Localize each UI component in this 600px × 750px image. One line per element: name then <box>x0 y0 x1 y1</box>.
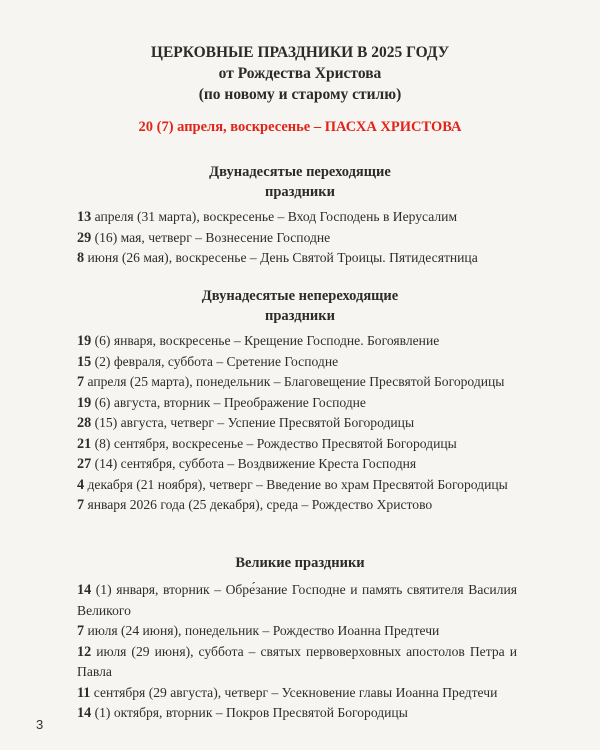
list-item <box>77 248 517 269</box>
section-list-great-feasts <box>77 580 517 724</box>
entry-text: апреля (25 марта), понедельник – Благовещение Пресвятой Богородицы <box>84 374 505 389</box>
entry-day: 11 <box>77 684 91 701</box>
list-item <box>77 413 517 434</box>
page-number: 3 <box>36 717 44 732</box>
section-heading-line-1: Двунадесятые непереходящие <box>201 288 399 304</box>
entry-day: 15 <box>77 353 92 370</box>
section-heading-fixed-feasts <box>0 286 600 326</box>
entry-day: 4 <box>77 476 85 493</box>
list-item <box>77 454 517 475</box>
entry-text: июля (29 июня), суббота – святых первоверховных апостолов Петра и Павла <box>77 643 517 679</box>
entry-text: (6) января, воскресенье – Крещение Господне. Богоявление <box>91 333 440 348</box>
section-heading-great-feasts <box>0 553 600 573</box>
section-heading-line-2: праздники <box>265 308 335 324</box>
entry-text: (1) января, вторник – Обре́зание Господне и память святителя Василия Великого <box>77 582 517 618</box>
list-item <box>77 642 517 683</box>
title-line-2: от Рождества Христова <box>218 65 382 82</box>
list-item <box>77 331 517 352</box>
list-item <box>77 580 517 621</box>
entry-text: (6) августа, вторник – Преображение Господне <box>91 394 366 410</box>
entry-day: 21 <box>77 435 92 452</box>
section-heading-line-1: Двунадесятые переходящие <box>209 164 391 180</box>
entry-text: (2) февраля, суббота – Сретение Господне <box>91 353 339 369</box>
entry-day: 28 <box>77 415 92 431</box>
title-line-1: ЦЕРКОВНЫЕ ПРАЗДНИКИ В 2025 ГОДУ <box>150 44 450 61</box>
pascha-date: 20 (7) апреля, воскресенье – ПАСХА ХРИСТОВА <box>138 119 462 135</box>
entry-day: 7 <box>77 374 85 390</box>
entry-text: апреля (31 марта), воскресенье – Вход Господень в Иерусалим <box>91 209 458 224</box>
section-heading-movable-feasts <box>0 162 600 202</box>
entry-day: 7 <box>77 497 85 513</box>
entry-text: (14) сентября, суббота – Воздвижение Креста Господня <box>91 456 417 471</box>
list-item <box>77 228 517 249</box>
list-item <box>77 475 517 496</box>
entry-day: 12 <box>77 643 92 660</box>
entry-day: 8 <box>77 250 85 266</box>
entry-text: декабря (21 ноября), четверг – Введение во храм Пресвятой Богородицы <box>84 476 508 492</box>
entry-text: (15) августа, четверг – Успение Пресвятой Богородицы <box>91 415 415 430</box>
entry-text: июня (26 мая), воскресенье – День Святой Троицы. Пятидесятница <box>84 250 478 265</box>
title-line-3: (по новому и старому стилю) <box>198 86 402 103</box>
entry-day: 19 <box>77 333 92 349</box>
list-item <box>77 393 517 414</box>
list-item <box>77 352 517 373</box>
entry-text: (8) сентября, воскресенье – Рождество Пресвятой Богородицы <box>91 435 457 451</box>
entry-text: (16) мая, четверг – Вознесение Господне <box>91 229 331 245</box>
entry-day: 19 <box>77 394 92 411</box>
list-item <box>77 495 517 516</box>
entry-day: 7 <box>77 623 85 639</box>
entry-day: 29 <box>77 229 92 246</box>
page-title <box>0 42 600 105</box>
list-item <box>77 372 517 393</box>
section-heading-line-1: Великие праздники <box>235 555 365 571</box>
entry-day: 13 <box>77 209 92 225</box>
entry-day: 14 <box>77 705 92 721</box>
section-list-movable-feasts <box>77 207 517 269</box>
list-item <box>77 434 517 455</box>
entry-day: 27 <box>77 456 92 472</box>
entry-text: (1) октября, вторник – Покров Пресвятой Богородицы <box>91 705 408 720</box>
section-list-fixed-feasts <box>77 331 517 516</box>
entry-text: июля (24 июня), понедельник – Рождество Иоанна Предтечи <box>84 623 440 638</box>
list-item <box>77 207 517 228</box>
entry-day: 14 <box>77 582 92 598</box>
list-item <box>77 621 517 642</box>
entry-text: января 2026 года (25 декабря), среда – Рождество Христово <box>84 497 433 512</box>
list-item <box>77 703 517 724</box>
section-heading-line-2: праздники <box>265 184 335 200</box>
list-item <box>77 683 517 704</box>
entry-text: сентября (29 августа), четверг – Усекновение главы Иоанна Предтечи <box>90 684 498 700</box>
